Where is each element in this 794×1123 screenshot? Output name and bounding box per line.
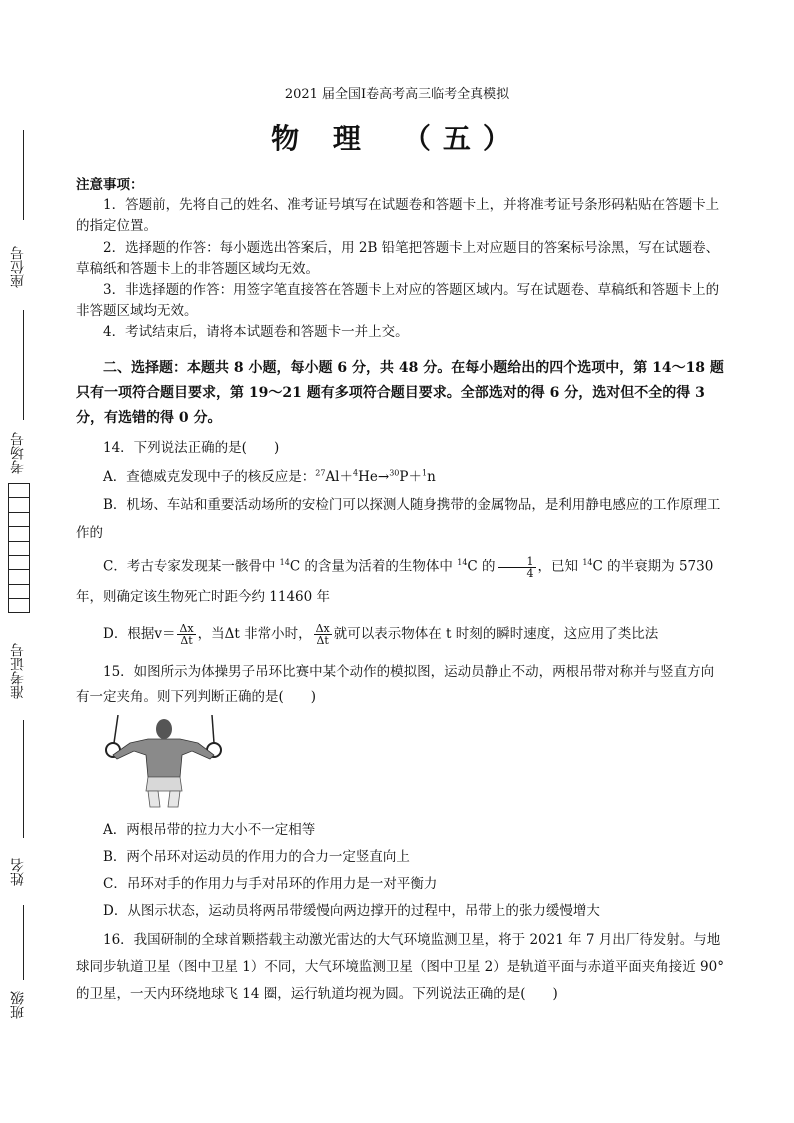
gymnast-head — [156, 719, 172, 739]
right-strap — [212, 715, 214, 743]
q14-option-c: C．考古专家发现某一骸骨中 $^{14}$C 的含量为活着的生物体中 $^{14}$C 的 $\frac{1}{4}$ ，已知 $^{14}$C 的半衰期为 5730 年，则确定该生物死亡时距今约 11460 年 — [76, 554, 714, 605]
gymnast-torso-arms — [113, 739, 214, 777]
page-title — [0, 117, 794, 157]
fraction-one-quarter: $\frac{1}{4}$ — [498, 556, 536, 579]
fraction-dx-dt-2: $\frac{\Delta x}{\Delta t}$ — [315, 622, 330, 647]
name-label: 姓名 — [10, 858, 26, 886]
q16-stem: 16．我国研制的全球首颗搭载主动激光雷达的大气环境监测卫星，将于 2021 年 7 月出厂待发射。与地球同步轨道卫星（图中卫星 1）不同，大气环境监测卫星（图中卫星 2）是轨道平面与赤道平面夹角接近 90°的卫星，一天内环绕地球飞 14 圈，运行轨道均视为圆。下列说法正确的是( ) — [76, 932, 724, 1002]
q15-option-d: D．从图示状态，运动员将两吊带缓慢向两边撑开的过程中，吊带上的张力缓慢增大 — [103, 903, 600, 919]
q14-option-a: A．查德威克发现中子的核反应是：$^{27}$Al＋$^4$He→$^{30}$P＋$^1$n — [103, 468, 436, 485]
class-label: 班级 — [10, 991, 26, 1019]
q14-option-b: B．机场、车站和重要活动场所的安检门可以探测人随身携带的金属物品，是利用静电感应的工作原理工作的 — [76, 497, 721, 541]
q14-stem: 14．下列说法正确的是( ) — [103, 440, 280, 456]
q15-stem: 15．如图所示为体操男子吊环比赛中某个动作的模拟图，运动员静止不动，两根吊带对称并与竖直方向有一定夹角。则下列判断正确的是( ) — [76, 664, 715, 705]
left-strap — [114, 715, 118, 743]
volume-title: （五） — [402, 122, 523, 155]
ticket-number-boxes — [8, 483, 30, 613]
notes-heading: 注意事项： — [76, 177, 144, 193]
he-mass-number: 4 — [353, 468, 359, 478]
q15-option-c: C．吊环对手的作用力与手对吊环的作用力是一对平衡力 — [103, 876, 438, 892]
gymnast-shorts — [146, 777, 182, 791]
note-item-3: 3．非选择题的作答：用签字笔直接答在答题卡上对应的答题区域内。写在试题卷、草稿纸和答题卡上的非答题区域均无效。 — [76, 282, 720, 319]
gymnast-rings-illustration — [100, 715, 225, 810]
q15-option-b: B．两个吊环对运动员的作用力的合力一定竖直向上 — [103, 849, 410, 865]
q14-option-d: D．根据v＝ $\frac{\Delta x}{\Delta t}$ ，当Δt 非常小时， $\frac{\Delta x}{\Delta t}$ 就可以表示物体在 t 时刻的瞬时速度，这应用了类比法 — [103, 622, 659, 647]
binding-line — [23, 310, 24, 420]
section-instructions: 二、选择题：本题共 8 小题，每小题 6 分，共 48 分。在每小题给出的四个选项中，第 14～18 题只有一项符合题目要求，第 19～21 题有多项符合题目要求。全部选对的得 6 分，选对但不全的得 3 分，有选错的得 0 分。 — [76, 360, 724, 426]
note-item-2: 2．选择题的作答：每小题选出答案后，用 2B 铅笔把答题卡上对应题目的答案标号涂黑，写在试题卷、草稿纸和答题卡上的非答题区域均无效。 — [76, 240, 720, 277]
binding-line — [23, 720, 24, 838]
subject-title: 物 理 — [271, 122, 373, 155]
q15-option-a: A．两根吊带的拉力大小不一定相等 — [103, 822, 316, 838]
ticket-number-label: 准考证号 — [10, 643, 26, 699]
n-mass-number: 1 — [421, 468, 428, 478]
seat-number-label: 座位号 — [10, 246, 26, 288]
p-mass-number: 30 — [389, 468, 400, 478]
note-item-4: 4．考试结束后，请将本试题卷和答题卡一并上交。 — [103, 324, 409, 340]
binding-line — [23, 905, 24, 980]
fraction-dx-dt: $\frac{\Delta x}{\Delta t}$ — [179, 622, 194, 647]
exam-header: 2021 届全国Ⅰ卷高考高三临考全真模拟 — [284, 87, 510, 102]
room-number-label: 考场号 — [10, 432, 26, 474]
note-item-1: 1．答题前，先将自己的姓名、准考证号填写在试题卷和答题卡上，并将准考证号条形码粘贴在答题卡上的指定位置。 — [76, 197, 720, 234]
gymnast-legs — [148, 791, 180, 807]
al-mass-number: 27 — [315, 468, 326, 478]
